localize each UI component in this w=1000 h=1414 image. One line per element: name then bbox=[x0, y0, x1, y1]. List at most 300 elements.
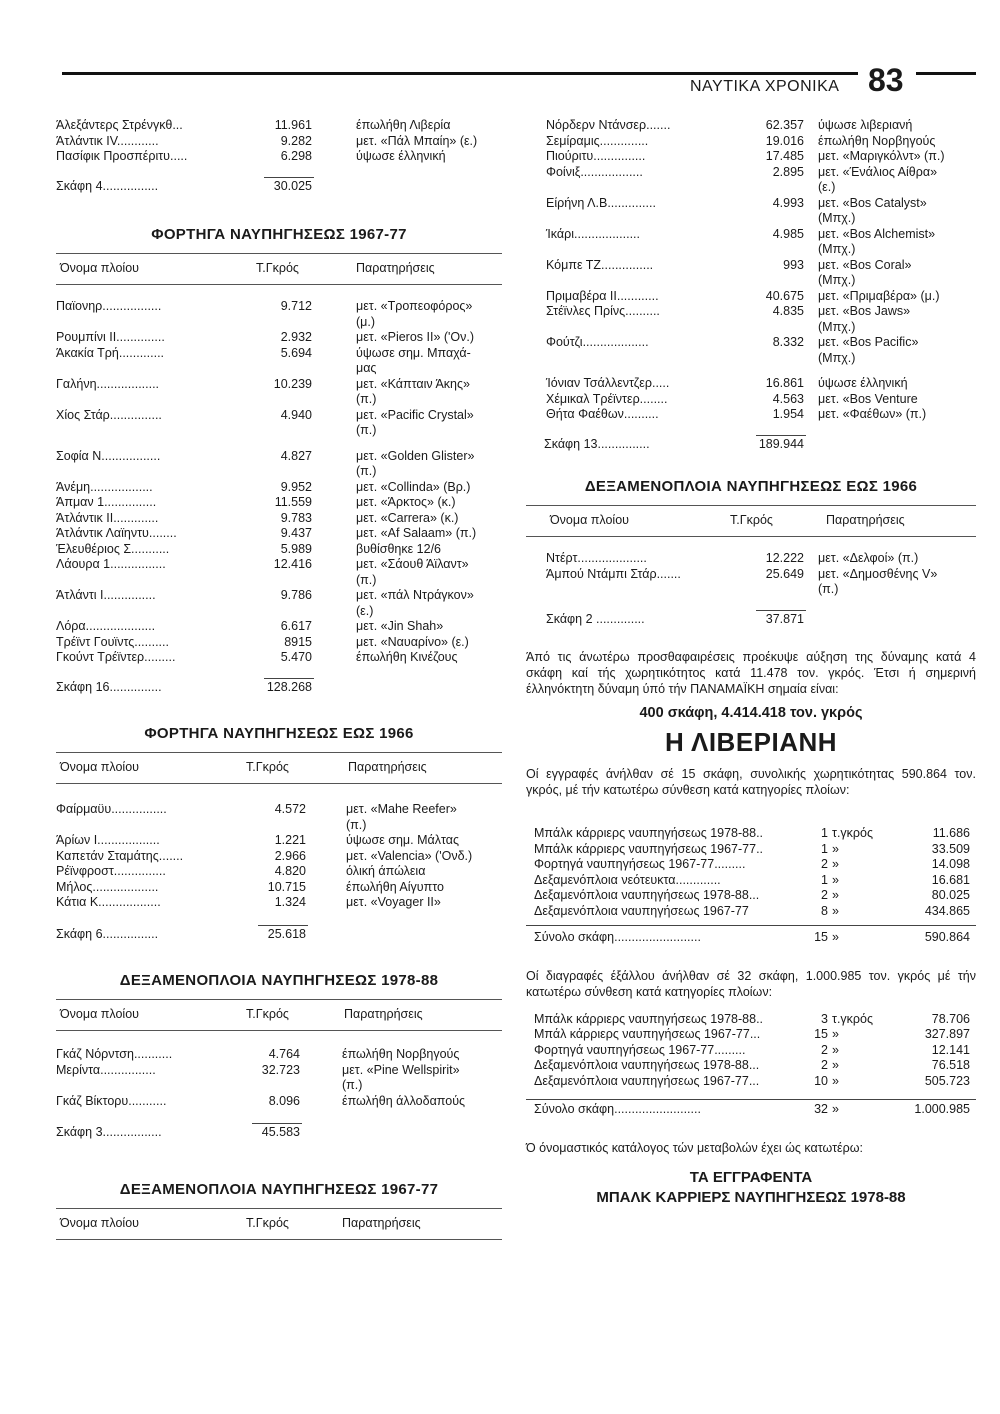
ship-row bbox=[56, 880, 502, 896]
gross-tonnage: 5.989 bbox=[280, 541, 312, 556]
remark: έπωλήθη Αίγυπτο bbox=[346, 879, 444, 894]
page-number: 83 bbox=[868, 62, 904, 98]
remark-cont: (Μπχ.) bbox=[818, 319, 856, 334]
tonnage: 16.681 bbox=[931, 872, 970, 887]
unit: » bbox=[832, 857, 839, 871]
ship-row bbox=[526, 165, 976, 181]
unit: » bbox=[832, 1073, 839, 1088]
tonnage: 76.518 bbox=[931, 1058, 970, 1072]
col-name-header: Όνομα πλοίου bbox=[60, 261, 139, 275]
remark: μετ. «Bos Pacific» bbox=[818, 335, 919, 349]
ship-row bbox=[56, 1094, 502, 1110]
remark: έπωλήθη Νορβηγούς bbox=[342, 1047, 460, 1061]
remark: μετ. «Bos Venture bbox=[818, 391, 918, 406]
remark: μετ. «Carrera» (κ.) bbox=[356, 510, 459, 525]
ship-name: Λόρα.................... bbox=[56, 619, 156, 633]
remark: μετ. «Δελφοί» (π.) bbox=[818, 551, 919, 565]
col-tonnage-header: Τ.Γκρός bbox=[246, 1215, 289, 1230]
tonnage: 80.025 bbox=[931, 888, 970, 902]
total-label: Σκάφη 2 .............. bbox=[546, 611, 645, 626]
ship-row-cont bbox=[56, 1078, 502, 1094]
category-row bbox=[526, 1027, 976, 1043]
col-remarks-header: Παρατηρήσεις bbox=[826, 513, 905, 527]
ship-name: Άλεξάντερς Στρένγκθ... bbox=[56, 118, 183, 132]
gross-tonnage: 62.357 bbox=[765, 118, 804, 132]
unit: » bbox=[832, 930, 839, 944]
gross-tonnage: 9.712 bbox=[280, 299, 312, 313]
count: 2 bbox=[821, 1042, 828, 1057]
ship-row bbox=[56, 449, 502, 465]
col-tonnage-header: Τ.Γκρός bbox=[256, 261, 299, 275]
category: Μπάλκ κάρριερς ναυπηγήσεως 1967-77.. bbox=[534, 841, 764, 856]
category: Μπάλκ κάρριερς ναυπηγήσεως 1978-88.. bbox=[534, 1011, 764, 1026]
ship-name: Άρίων I.................. bbox=[56, 833, 160, 847]
gross-tonnage: 12.416 bbox=[273, 557, 312, 571]
remark-cont: (π.) bbox=[818, 582, 839, 596]
category: Δεξαμενόπλοια νεότευκτα............. bbox=[534, 872, 721, 887]
ship-name: Άτλάντικ IV............ bbox=[56, 133, 159, 148]
ship-row bbox=[56, 833, 502, 849]
gross-tonnage: 19.016 bbox=[765, 133, 804, 148]
category: Φορτηγά ναυπηγήσεως 1967-77......... bbox=[534, 1042, 746, 1057]
ship-row bbox=[56, 619, 502, 635]
ship-name: Νόρδερν Ντάνσερ....... bbox=[546, 118, 671, 132]
count: 8 bbox=[821, 903, 828, 918]
gross-tonnage: 10.715 bbox=[267, 879, 306, 894]
category: Φορτηγά ναυπηγήσεως 1967-77......... bbox=[534, 857, 746, 871]
tonnage: 590.864 bbox=[924, 930, 970, 944]
ship-name: Καπετάν Σταμάτης....... bbox=[56, 848, 184, 863]
remark: μετ. «Golden Glister» bbox=[356, 448, 475, 463]
remark: ύψωσε έλληνική bbox=[356, 149, 446, 163]
remark: μετ. «Bos Catalyst» bbox=[818, 195, 927, 210]
ship-row bbox=[56, 635, 502, 651]
total-label: Σκάφη 6................ bbox=[56, 926, 159, 941]
gross-tonnage: 4.835 bbox=[772, 304, 804, 318]
category: Δεξαμενόπλοια ναυπηγήσεως 1967-77... bbox=[534, 1073, 760, 1088]
remark: μετ. «Pieros II» ('Ον.) bbox=[356, 330, 475, 344]
ship-row bbox=[56, 330, 502, 346]
unit: » bbox=[832, 888, 839, 902]
remark: έπωλήθη Λιβερία bbox=[356, 118, 451, 132]
tonnage: 14.098 bbox=[931, 857, 970, 871]
ship-row bbox=[526, 567, 976, 583]
remark: μετ. «Af Salaam» (π.) bbox=[356, 526, 477, 540]
ship-name: Ίκάρι................... bbox=[546, 226, 640, 241]
ship-name: Άπμαν 1............... bbox=[56, 495, 157, 509]
col-name-header: Όνομα πλοίου bbox=[550, 513, 629, 527]
ship-row-cont bbox=[526, 582, 976, 598]
gross-tonnage: 2.966 bbox=[274, 848, 306, 863]
section-title-tankers-1978-88: ΔΕΞΑΜΕΝΟΠΛΟΙΑ ΝΑΥΠΗΓΗΣΕΩΣ 1978-88 bbox=[119, 972, 439, 989]
remark: έπωλήθη Κινέζους bbox=[356, 650, 458, 664]
ship-row-cont bbox=[56, 464, 502, 480]
ship-row bbox=[526, 551, 976, 567]
remark: μετ. «Mahe Reefer» bbox=[346, 802, 457, 816]
ship-name: Τρέϊντ Γουϊντς.......... bbox=[56, 634, 169, 649]
ship-name: Χέμικαλ Τρέϊντερ........ bbox=[546, 391, 668, 406]
gross-tonnage: 11.961 bbox=[274, 118, 312, 132]
header-rule bbox=[62, 72, 858, 75]
remark: μετ. «Jin Shah» bbox=[356, 619, 444, 633]
ship-row bbox=[56, 495, 502, 511]
col-name-header: Όνομα πλοίου bbox=[60, 760, 139, 774]
ship-row bbox=[56, 480, 502, 496]
ship-row-cont bbox=[56, 361, 502, 377]
ship-name: Πασίφικ Προσπέριτυ..... bbox=[56, 149, 188, 163]
count: 1 bbox=[821, 872, 828, 887]
gross-tonnage: 1.954 bbox=[772, 407, 804, 421]
unit: » bbox=[832, 1027, 839, 1041]
table-header bbox=[56, 752, 502, 784]
ship-row-cont bbox=[526, 242, 976, 258]
ship-name: Σεμίραμις.............. bbox=[546, 133, 649, 148]
category-row bbox=[526, 1074, 976, 1090]
category-total-row bbox=[526, 1102, 976, 1118]
remark: μετ. «Κάπταιν Άκης» bbox=[356, 376, 470, 391]
gross-tonnage: 9.952 bbox=[280, 479, 312, 494]
ship-name: Έλευθέριος Σ........... bbox=[56, 541, 170, 556]
ship-row bbox=[526, 227, 976, 243]
ship-name: Πριμαβέρα II............ bbox=[546, 288, 659, 303]
category: Μπάλκ κάρριερς ναυπηγήσεως 1978-88.. bbox=[534, 826, 764, 840]
section-title-cargo-1967-77: ΦΟΡΤΗΓΑ ΝΑΥΠΗΓΗΣΕΩΣ 1967-77 bbox=[151, 226, 407, 243]
remark: έπωλήθη άλλοδαπούς bbox=[342, 1093, 466, 1108]
unit: » bbox=[832, 1102, 839, 1116]
deletions-paragraph: Οί διαγραφές έξάλλου άνήλθαν σέ 32 σκάφη, 1.000.985 τον. γκρός μέ τήν κατωτέρω σύνθεση κατά κατηγορίες πλοίων: bbox=[526, 968, 976, 999]
gross-tonnage: 12.222 bbox=[765, 551, 804, 565]
left-column bbox=[56, 118, 502, 1240]
remark: μετ. «Collinda» (Βρ.) bbox=[356, 479, 471, 494]
remark: ύψωσε λιβεριανή bbox=[818, 118, 913, 132]
ship-row bbox=[56, 118, 502, 134]
remark-cont: μας bbox=[356, 361, 377, 375]
col-remarks-header: Παρατηρήσεις bbox=[344, 1007, 423, 1021]
total-row bbox=[526, 437, 976, 453]
tonnage: 327.897 bbox=[924, 1027, 970, 1041]
ship-row bbox=[526, 376, 976, 392]
remark-cont: (π.) bbox=[342, 1078, 363, 1092]
ship-row bbox=[526, 289, 976, 305]
gross-tonnage: 17.485 bbox=[765, 149, 804, 163]
total-row bbox=[526, 612, 976, 628]
ship-name: Κόμπε ΤΖ............... bbox=[546, 257, 654, 272]
total-row bbox=[56, 1125, 502, 1141]
category: Δεξαμενόπλοια ναυπηγήσεως 1978-88... bbox=[534, 1058, 760, 1072]
ship-name: Θήτα Φαέθων.......... bbox=[546, 407, 659, 421]
count: 2 bbox=[821, 857, 828, 871]
ship-name: Είρήνη Λ.Β.............. bbox=[546, 195, 656, 210]
fleet-total: 400 σκάφη, 4.414.418 τον. γκρός bbox=[639, 705, 863, 721]
gross-tonnage: 32.723 bbox=[261, 1062, 300, 1077]
gross-tonnage: 10.239 bbox=[273, 376, 312, 391]
remark: μετ. «Ένάλιος Αίθρα» bbox=[818, 164, 938, 179]
category-row bbox=[526, 904, 976, 920]
count: 15 bbox=[814, 1027, 828, 1041]
count: 1 bbox=[821, 841, 828, 856]
ship-name: Πιούριτυ............... bbox=[546, 149, 646, 163]
remark-cont: (π.) bbox=[346, 817, 367, 832]
ship-row bbox=[56, 557, 502, 573]
total-value: 25.618 bbox=[267, 926, 306, 941]
category-row bbox=[526, 888, 976, 904]
ship-row bbox=[56, 299, 502, 315]
ship-name: Γαλήνη.................. bbox=[56, 376, 160, 391]
ship-row bbox=[526, 149, 976, 165]
ship-row-cont bbox=[526, 180, 976, 196]
tonnage: 434.865 bbox=[924, 903, 970, 918]
ship-row-cont bbox=[526, 273, 976, 289]
gross-tonnage: 9.282 bbox=[280, 133, 312, 148]
gross-tonnage: 4.563 bbox=[772, 391, 804, 406]
ship-name: Άτλάντικ Λαϊηντυ........ bbox=[56, 526, 177, 540]
ship-name: Φοίνιξ.................. bbox=[546, 164, 643, 179]
category-row bbox=[526, 842, 976, 858]
col-tonnage-header: Τ.Γκρός bbox=[730, 513, 773, 527]
ship-name: Φούτζι................... bbox=[546, 335, 649, 349]
gross-tonnage: 4.940 bbox=[280, 407, 312, 422]
unit: » bbox=[832, 903, 839, 918]
ship-name: Ρέϊνφροστ............... bbox=[56, 864, 166, 878]
remark-cont: (ε.) bbox=[818, 180, 836, 194]
remark-cont: (π.) bbox=[356, 423, 377, 437]
category: Μπάλ κάρριερς ναυπηγήσεως 1967-77... bbox=[534, 1027, 761, 1041]
gross-tonnage: 4.572 bbox=[274, 802, 306, 816]
tonnage: 78.706 bbox=[931, 1011, 970, 1026]
count: 1 bbox=[821, 826, 828, 840]
gross-tonnage: 8.332 bbox=[772, 335, 804, 349]
gross-tonnage: 4.764 bbox=[268, 1047, 300, 1061]
header-rule-right bbox=[916, 72, 976, 75]
gross-tonnage: 4.985 bbox=[772, 226, 804, 241]
category: Δεξαμενόπλοια ναυπηγήσεως 1967-77 bbox=[534, 903, 749, 918]
ship-name: Άνέμη.................. bbox=[56, 479, 153, 494]
tonnage: 11.686 bbox=[932, 826, 970, 840]
unit: » bbox=[832, 1058, 839, 1072]
category: Δεξαμενόπλοια ναυπηγήσεως 1978-88... bbox=[534, 888, 760, 902]
remark: μετ. «Δημοσθένης V» bbox=[818, 566, 938, 581]
gross-tonnage: 993 bbox=[783, 257, 804, 272]
ship-row-cont bbox=[56, 423, 502, 439]
ship-name: Μήλος................... bbox=[56, 879, 159, 894]
section-heading-registered: ΤΑ ΕΓΓΡΑΦΕΝΤΑ bbox=[689, 1168, 813, 1186]
col-remarks-header: Παρατηρήσεις bbox=[356, 261, 435, 275]
remark: μετ. «Σάουθ Άϊλαντ» bbox=[356, 557, 469, 571]
table-header bbox=[56, 1208, 502, 1240]
remark: μετ. «Πάλ Μπαίη» (ε.) bbox=[356, 133, 478, 148]
right-column bbox=[526, 118, 976, 1208]
remark: μετ. «Πριμαβέρα» (μ.) bbox=[818, 288, 940, 303]
col-tonnage-header: Τ.Γκρός bbox=[246, 1007, 289, 1021]
total-label: Σκάφη 4................ bbox=[56, 178, 159, 193]
remark-cont: (π.) bbox=[356, 572, 377, 587]
gross-tonnage: 2.932 bbox=[280, 330, 312, 344]
table-header bbox=[56, 999, 502, 1031]
total-row bbox=[56, 927, 502, 943]
remark: μετ. «Τροπεοφόρος» bbox=[356, 299, 473, 313]
ship-row bbox=[56, 134, 502, 150]
ship-row-cont bbox=[56, 573, 502, 589]
remark: μετ. «Bos Coral» bbox=[818, 257, 912, 272]
ship-row bbox=[56, 802, 502, 818]
category: Σύνολο σκάφη......................... bbox=[534, 1102, 701, 1116]
remark: έπωλήθη Νορβηγούς bbox=[818, 133, 936, 148]
remark-cont: (Μπχ.) bbox=[818, 211, 856, 225]
ship-row bbox=[56, 1047, 502, 1063]
ship-row bbox=[526, 407, 976, 423]
ship-row-cont bbox=[56, 392, 502, 408]
category-row bbox=[526, 857, 976, 873]
ship-name: Γκάζ Βίκτορυ........... bbox=[56, 1093, 167, 1108]
registrations-paragraph: Οί εγγραφές άνήλθαν σέ 15 σκάφη, συνολικής χωρητικότητας 590.864 τον. γκρός, μέ τήν κατωτέρω σύνθεση κατά κατηγορίες πλοίων: bbox=[526, 767, 976, 797]
gross-tonnage: 5.470 bbox=[280, 650, 312, 664]
ship-row bbox=[56, 526, 502, 542]
gross-tonnage: 16.861 bbox=[765, 376, 804, 390]
ship-row bbox=[526, 118, 976, 134]
gross-tonnage: 25.649 bbox=[765, 566, 804, 581]
unit: τ.γκρός bbox=[832, 826, 873, 840]
col-remarks-header: Παρατηρήσεις bbox=[342, 1215, 421, 1230]
gross-tonnage: 11.559 bbox=[274, 495, 312, 509]
remark: μετ. «Bos Jaws» bbox=[818, 304, 911, 318]
total-value: 189.944 bbox=[758, 436, 804, 451]
total-value: 128.268 bbox=[266, 679, 312, 694]
ship-row-cont bbox=[526, 320, 976, 336]
section-title-tankers-1967-77: ΔΕΞΑΜΕΝΟΠΛΟΙΑ ΝΑΥΠΗΓΗΣΕΩΣ 1967-77 bbox=[119, 1180, 439, 1198]
category-row bbox=[526, 1058, 976, 1074]
ship-name: Κάτια Κ.................. bbox=[56, 895, 161, 909]
ship-row bbox=[56, 511, 502, 527]
remark: μετ. «Pine Wellspirit» bbox=[342, 1062, 460, 1077]
total-row bbox=[56, 179, 502, 195]
remark-cont: (μ.) bbox=[356, 314, 376, 329]
ship-name: Γκάζ Νόρντση........... bbox=[56, 1047, 173, 1061]
gross-tonnage: 4.820 bbox=[274, 864, 306, 878]
remark: μετ. «Bos Alchemist» bbox=[818, 226, 936, 241]
gross-tonnage: 9.786 bbox=[280, 588, 312, 602]
gross-tonnage: 6.617 bbox=[280, 619, 312, 633]
gross-tonnage: 40.675 bbox=[765, 288, 804, 303]
remark: μετ. «πάλ Ντράγκον» bbox=[356, 588, 474, 602]
tonnage: 1.000.985 bbox=[914, 1102, 970, 1116]
total-row bbox=[56, 680, 502, 696]
gross-tonnage: 4.993 bbox=[772, 195, 804, 210]
gross-tonnage: 5.694 bbox=[280, 345, 312, 360]
ship-row bbox=[56, 864, 502, 880]
remark-cont: (Μπχ.) bbox=[818, 273, 856, 287]
gross-tonnage: 6.298 bbox=[280, 149, 312, 163]
category-row bbox=[526, 873, 976, 889]
count: 2 bbox=[821, 1058, 828, 1072]
ship-row bbox=[526, 134, 976, 150]
gross-tonnage: 8.096 bbox=[268, 1093, 300, 1108]
remark: μετ. «Μαριγκόλντ» (π.) bbox=[818, 149, 945, 163]
col-name-header: Όνομα πλοίου bbox=[60, 1007, 139, 1021]
total-value: 45.583 bbox=[261, 1125, 300, 1139]
remark-cont: (Μπχ.) bbox=[818, 242, 856, 256]
total-label: Σκάφη 16............... bbox=[56, 679, 162, 694]
ship-name: Ίόνιαν Τσάλλεντζερ..... bbox=[546, 376, 670, 390]
count: 15 bbox=[814, 930, 828, 944]
category-row bbox=[526, 1043, 976, 1059]
section-heading-bulk-carriers: ΜΠΑΛΚ ΚΑΡΡΙΕΡΣ ΝΑΥΠΗΓΗΣΕΩΣ 1978-88 bbox=[596, 1188, 906, 1206]
unit: τ.γκρός bbox=[832, 1011, 873, 1026]
ship-row-cont bbox=[56, 315, 502, 331]
remark-cont: (Μπχ.) bbox=[818, 350, 856, 365]
remark: μετ. «Pacific Crystal» bbox=[356, 407, 474, 422]
ship-name: Άμπού Ντάμπι Στάρ....... bbox=[546, 566, 681, 581]
gross-tonnage: 2.895 bbox=[772, 164, 804, 179]
ship-row bbox=[56, 542, 502, 558]
count: 10 bbox=[814, 1073, 828, 1088]
ship-name: Παϊονηρ................. bbox=[56, 299, 162, 313]
remark-cont: (ε.) bbox=[356, 603, 374, 618]
ship-name: Λάουρα 1................ bbox=[56, 557, 166, 571]
count: 32 bbox=[814, 1102, 828, 1116]
remark: μετ. «Valencia» ('Ονδ.) bbox=[346, 848, 473, 863]
ship-name: Άτλάντι I............... bbox=[56, 588, 156, 602]
tonnage: 12.141 bbox=[931, 1042, 970, 1057]
ship-row-cont bbox=[56, 818, 502, 834]
tonnage: 505.723 bbox=[924, 1073, 970, 1088]
ship-row bbox=[56, 588, 502, 604]
gross-tonnage: 1.324 bbox=[274, 895, 306, 909]
ship-name: Μερίντα................ bbox=[56, 1062, 156, 1077]
summary-paragraph: Άπό τις άνωτέρω προσθαφαιρέσεις προέκυψε αύξηση της δύναμης κατά 4 σκάφη καί τής χωρητικότητος κατά 11.478 τον. γκρός. Έτσι ή σημερινή έλληνόκτητη δύναμη ύπό τήν ΠΑΝΑΜΑΪΚΗ σημαία είναι: bbox=[526, 650, 976, 696]
remark-cont: (π.) bbox=[356, 464, 377, 478]
gross-tonnage: 9.437 bbox=[280, 526, 312, 540]
category: Σύνολο σκάφη......................... bbox=[534, 930, 701, 944]
list-intro: Ό όνομαστικός κατάλογος τών μεταβολών έχει ώς κατωτέρω: bbox=[526, 1140, 863, 1155]
count: 3 bbox=[821, 1011, 828, 1026]
ship-name: Σοφία Ν................. bbox=[56, 448, 161, 463]
ship-row bbox=[56, 377, 502, 393]
ship-name: Χίος Στάρ............... bbox=[56, 407, 162, 422]
remark: ύψωσε σημ. Μπαχά- bbox=[356, 345, 471, 360]
ship-row-cont bbox=[526, 211, 976, 227]
ship-name: Ντέρτ.................... bbox=[546, 551, 647, 565]
unit: » bbox=[832, 1042, 839, 1057]
ship-name: Στέϊνλες Πρίνς.......... bbox=[546, 304, 660, 318]
remark: όλική άπώλεια bbox=[346, 864, 426, 878]
ship-row bbox=[526, 258, 976, 274]
gross-tonnage: 1.221 bbox=[274, 833, 306, 847]
unit: » bbox=[832, 841, 839, 856]
remark: βυθίσθηκε 12/6 bbox=[356, 541, 441, 556]
table-header bbox=[526, 505, 976, 537]
tonnage: 33.509 bbox=[931, 841, 970, 856]
ship-row bbox=[56, 650, 502, 666]
ship-name: Ρουμπίνι II.............. bbox=[56, 330, 165, 344]
remark: μετ. «Άρκτος» (κ.) bbox=[356, 495, 456, 509]
section-title-tankers-to-1966: ΔΕΞΑΜΕΝΟΠΛΟΙΑ ΝΑΥΠΗΓΗΣΕΩΣ ΕΩΣ 1966 bbox=[584, 478, 918, 495]
category-row bbox=[526, 826, 976, 842]
table-header bbox=[56, 253, 502, 285]
gross-tonnage: 9.783 bbox=[280, 510, 312, 525]
ship-row bbox=[56, 149, 502, 165]
remark: μετ. «Ναυαρίνο» (ε.) bbox=[356, 634, 469, 649]
remark: ύψωσε έλληνική bbox=[818, 376, 908, 390]
ship-name: Άκακία Τρή............. bbox=[56, 345, 165, 360]
ship-row bbox=[56, 408, 502, 424]
ship-name: Γκούντ Τρέϊντερ......... bbox=[56, 650, 176, 664]
col-tonnage-header: Τ.Γκρός bbox=[246, 760, 289, 774]
gross-tonnage: 4.827 bbox=[280, 448, 312, 463]
remark: μετ. «Voyager II» bbox=[346, 895, 441, 909]
total-value: 30.025 bbox=[273, 178, 312, 193]
remark: μετ. «Φαέθων» (π.) bbox=[818, 407, 927, 421]
gross-tonnage: 8915 bbox=[284, 634, 312, 649]
